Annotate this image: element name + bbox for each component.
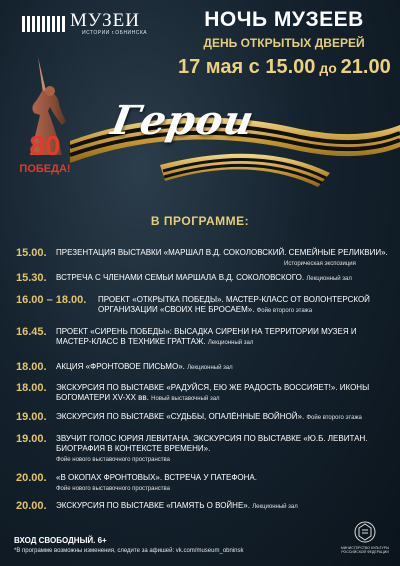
program-text — [56, 412, 390, 423]
date-day: 17 мая с — [178, 56, 266, 78]
program-note: Фойе второго этажа — [256, 308, 313, 314]
ministry-emblem-icon — [340, 520, 390, 560]
program-time: 18.00. — [16, 382, 47, 394]
program-item — [0, 361, 400, 375]
program-desc: ПРОЕКТ «СИРЕНЬ ПОБЕДЫ»: ВЫСАДКА СИРЕНИ НА ТЕРРИТОРИИ МУЗЕЯ И МАСТЕР-КЛАСС В ТЕХНИКЕ ГРАТТАЖ. — [56, 327, 357, 346]
program-note: Лекционный зал — [306, 276, 352, 282]
program-desc: АКЦИЯ «ФРОНТОВОЕ ПИСЬМО». — [56, 362, 185, 371]
program-text — [56, 383, 390, 404]
hero-title: Герои — [107, 97, 258, 144]
free-entry: ВХОД СВОБОДНЫЙ. 6+ — [14, 536, 107, 545]
program-item — [0, 272, 400, 286]
event-title: НОЧЬ МУЗЕЕВ — [204, 8, 364, 31]
program-note: Фойе нового выставочного пространства — [56, 457, 170, 463]
program-note: Лекционный зал — [252, 504, 298, 510]
program-text — [56, 327, 390, 348]
program-time: 16.00 – 18.00. — [16, 294, 87, 306]
program-item — [0, 433, 400, 469]
program-note: Лекционный зал — [207, 340, 254, 346]
program-note: Фойе нового выставочного пространства — [56, 486, 170, 492]
victory-number: 80 — [29, 130, 61, 161]
program-item — [0, 472, 400, 494]
program-item — [0, 247, 400, 267]
program-desc: ПРЕЗЕНТАЦИЯ ВЫСТАВКИ «МАРШАЛ В.Д. СОКОЛОВСКИЙ. СЕМЕЙНЫЕ РЕЛИКВИИ». — [56, 248, 388, 257]
program-desc: ВСТРЕЧА С ЧЛЕНАМИ СЕМЬИ МАРШАЛА В.Д. СОКОЛОВСКОГО. — [56, 273, 305, 282]
program-text — [56, 273, 390, 284]
program-note: Лекционный зал — [187, 365, 233, 371]
event-subtitle: ДЕНЬ ОТКРЫТЫХ ДВЕРЕЙ — [203, 36, 365, 50]
program-item — [0, 382, 400, 406]
program-time: 16.45. — [16, 326, 47, 338]
logo-name: МУЗЕИ — [70, 10, 140, 31]
time-to: 21.00 — [340, 56, 391, 78]
program-time: 15.30. — [16, 272, 47, 284]
footer-note: *В программе возможны изменения, следите за афишей: vk.com/museum_obninsk — [14, 548, 244, 554]
time-from: 15.00 — [265, 56, 316, 78]
program-note: Фойе второго этажа — [306, 415, 362, 421]
program-time: 19.00. — [16, 433, 47, 445]
program-time: 20.00. — [16, 500, 47, 512]
program-text — [56, 501, 390, 512]
program-time: 19.00. — [16, 411, 47, 423]
program-text — [56, 473, 390, 494]
program-item — [0, 294, 400, 318]
program-desc: ЭКСКУРСИЯ ПО ВЫСТАВКЕ «ПАМЯТЬ О ВОЙНЕ». — [56, 501, 250, 510]
program-desc: «В ОКОПАХ ФРОНТОВЫХ». ВСТРЕЧА У ПАТЕФОНА. — [56, 473, 257, 482]
program-item — [0, 411, 400, 425]
program-item — [0, 500, 400, 514]
program-text — [56, 434, 390, 465]
program-note: Новый выставочный зал — [151, 396, 220, 402]
victory-word: ПОБЕДА! — [19, 163, 71, 175]
museum-logo — [22, 10, 172, 38]
date-mid: до — [315, 60, 341, 76]
program-note: Историческая экспозиция — [284, 261, 356, 267]
logo-subtitle: ИСТОРИИ г.ОБНИНСКА — [82, 30, 148, 36]
program-desc: ЭКСКУРСИЯ ПО ВЫСТАВКЕ «СУДЬБЫ, ОПАЛЁННЫЕ ВОЙНОЙ». — [56, 412, 305, 421]
program-time: 15.00. — [16, 247, 47, 259]
program-desc: ЭКСКУРСИЯ ПО ВЫСТАВКЕ «РАДУЙСЯ, ЕЮ ЖЕ РАДОСТЬ ВОССИЯЕТ!». ИКОНЫ БОГОМАТЕРИ XV-XX вв. — [56, 383, 370, 402]
program-text — [56, 362, 390, 373]
program-text — [98, 295, 390, 316]
program-time: 20.00. — [16, 472, 47, 484]
program-time: 18.00. — [16, 361, 47, 373]
program-text — [56, 248, 390, 269]
program-desc: ПРОЕКТ «ОТКРЫТКА ПОБЕДЫ». МАСТЕР-КЛАСС ОТ ВОЛОНТЕРСКОЙ ОРГАНИЗАЦИИ «СВОИХ НЕ БРОСАЕМ». — [98, 295, 370, 314]
program-heading: В ПРОГРАММЕ: — [150, 214, 250, 228]
program-item — [0, 326, 400, 350]
columns-icon — [22, 14, 66, 34]
program-desc: ЗВУЧИТ ГОЛОС ЮРИЯ ЛЕВИТАНА. ЭКСКУРСИЯ ПО ВЫСТАВКЕ «Ю.Б. ЛЕВИТАН. БИОГРАФИЯ В КОНТЕКСТЕ ВРЕМЕНИ». — [56, 434, 368, 453]
ministry-label: МИНИСТЕРСТВО КУЛЬТУРЫ РОССИЙСКОЙ ФЕДЕРАЦИИ — [340, 546, 390, 554]
